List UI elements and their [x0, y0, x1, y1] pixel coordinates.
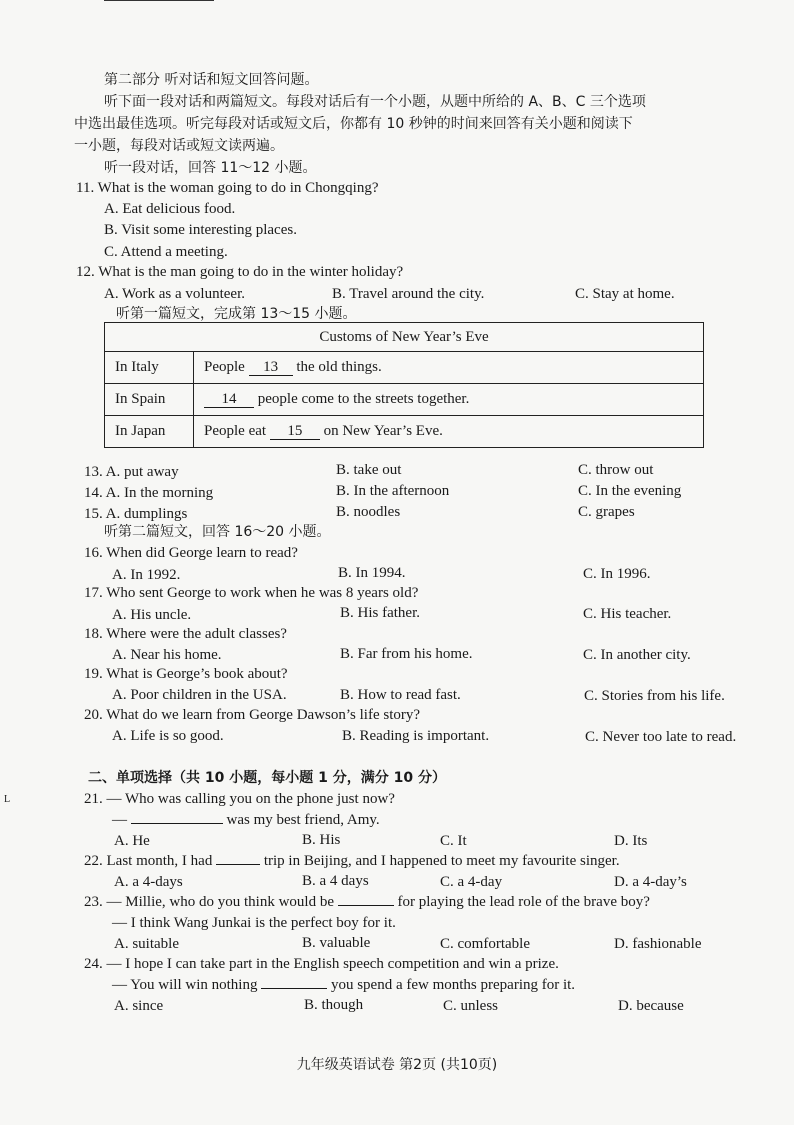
answer-blank[interactable]: 13	[249, 359, 293, 376]
q19-option-c: C. Stories from his life.	[584, 688, 725, 704]
q15-option-c: C. grapes	[578, 504, 635, 520]
q19-stem: 19. What is George’s book about?	[84, 666, 288, 682]
q11-option-a: A. Eat delicious food.	[104, 201, 236, 217]
q24-line2: — You will win nothing you spend a few months preparing for it.	[112, 977, 576, 993]
passage2-intro: 听第二篇短文，回答 16～20 小题。	[104, 524, 331, 540]
q11-stem: 11. What is the woman going to do in Chongqing?	[76, 180, 379, 196]
row-content: 14 people come to the streets together.	[194, 384, 704, 416]
q13-option-c: C. throw out	[578, 462, 654, 478]
q17-option-a: A. His uncle.	[112, 607, 192, 623]
margin-mark: L	[4, 794, 11, 805]
q23-option-a: A. suitable	[114, 936, 179, 952]
q24-line1: 24. — I hope I can take part in the English speech competition and win a prize.	[84, 956, 559, 972]
q20-option-b: B. Reading is important.	[342, 728, 490, 744]
q22-option-c: C. a 4-day	[440, 874, 503, 890]
section2-heading: 二、单项选择（共 10 小题，每小题 1 分，满分 10 分）	[88, 770, 446, 786]
q21-option-b: B. His	[302, 832, 341, 848]
q19-option-b: B. How to read fast.	[340, 687, 461, 703]
answer-blank[interactable]: 15	[270, 423, 320, 440]
q16-stem: 16. When did George learn to read?	[84, 545, 298, 561]
q21-line2: — was my best friend, Amy.	[112, 812, 380, 828]
row-content: People 13 the old things.	[194, 352, 704, 384]
q11-option-c: C. Attend a meeting.	[104, 244, 228, 260]
customs-table	[104, 322, 704, 448]
q14-option-c: C. In the evening	[578, 483, 682, 499]
q20-stem: 20. What do we learn from George Dawson’s life story?	[84, 707, 421, 723]
q14-option-b: B. In the afternoon	[336, 483, 450, 499]
q18-option-b: B. Far from his home.	[340, 646, 473, 662]
q24-option-b: B. though	[304, 997, 364, 1013]
part2-heading: 第二部分 听对话和短文回答问题。	[104, 72, 319, 88]
q22-option-b: B. a 4 days	[302, 873, 369, 889]
q21-option-c: C. It	[440, 833, 467, 849]
q20-option-a: A. Life is so good.	[112, 728, 224, 744]
q15-option-b: B. noodles	[336, 504, 401, 520]
q18-stem: 18. Where were the adult classes?	[84, 626, 287, 642]
row-country: In Japan	[105, 416, 194, 448]
q20-option-c: C. Never too late to read.	[585, 729, 737, 745]
q18-option-a: A. Near his home.	[112, 647, 222, 663]
q24-option-a: A. since	[114, 998, 164, 1014]
q17-stem: 17. Who sent George to work when he was 8 years old?	[84, 585, 419, 601]
q18-option-c: C. In another city.	[583, 647, 691, 663]
q12-stem: 12. What is the man going to do in the winter holiday?	[76, 264, 404, 280]
answer-blank[interactable]: 14	[204, 391, 254, 408]
answer-blank[interactable]	[216, 864, 260, 865]
q17-option-b: B. His father.	[340, 605, 420, 621]
customs-table-title: Customs of New Year’s Eve	[105, 323, 704, 352]
q16-option-a: A. In 1992.	[112, 567, 181, 583]
q12-option-c: C. Stay at home.	[575, 286, 675, 302]
passage1-intro: 听第一篇短文，完成第 13～15 小题。	[116, 306, 357, 322]
top-rule	[104, 0, 214, 1]
q15-option-a: 15. A. dumplings	[84, 506, 188, 522]
q16-option-c: C. In 1996.	[583, 566, 651, 582]
table-row	[105, 416, 704, 448]
q11-option-b: B. Visit some interesting places.	[104, 222, 297, 238]
q24-option-d: D. because	[618, 998, 684, 1014]
answer-blank[interactable]	[338, 905, 394, 906]
row-country: In Spain	[105, 384, 194, 416]
q22-option-a: A. a 4-days	[114, 874, 183, 890]
q22-stem: 22. Last month, I had trip in Beijing, and I happened to meet my favourite singer.	[84, 853, 620, 869]
q23-line2: — I think Wang Junkai is the perfect boy for it.	[112, 915, 396, 931]
q19-option-a: A. Poor children in the USA.	[112, 687, 287, 703]
table-row	[105, 384, 704, 416]
q17-option-c: C. His teacher.	[583, 606, 672, 622]
q24-option-c: C. unless	[443, 998, 499, 1014]
q12-option-a: A. Work as a volunteer.	[104, 286, 245, 302]
q22-option-d: D. a 4-day’s	[614, 874, 687, 890]
row-country: In Italy	[105, 352, 194, 384]
page-footer: 九年级英语试卷 第2页 (共10页)	[296, 1057, 498, 1073]
q23-stem: 23. — Millie, who do you think would be for playing the lead role of the brave boy?	[84, 894, 650, 910]
part2-instruction-2: 中选出最佳选项。听完每段对话或短文后，你都有 10 秒钟的时间来回答有关小题和阅读下	[74, 116, 633, 132]
table-row	[105, 352, 704, 384]
part2-instruction-3: 一小题，每段对话或短文读两遍。	[74, 138, 284, 154]
q14-option-a: 14. A. In the morning	[84, 485, 214, 501]
q13-option-a: 13. A. put away	[84, 464, 179, 480]
q13-option-b: B. take out	[336, 462, 402, 478]
answer-blank[interactable]	[261, 988, 327, 989]
answer-blank[interactable]	[131, 823, 223, 824]
q21-line1: 21. — Who was calling you on the phone just now?	[84, 791, 395, 807]
q16-option-b: B. In 1994.	[338, 565, 406, 581]
part2-instruction-1: 听下面一段对话和两篇短文。每段对话后有一个小题，从题中所给的 A、B、C 三个选项	[104, 94, 646, 110]
q21-option-d: D. Its	[614, 833, 648, 849]
q12-option-b: B. Travel around the city.	[332, 286, 485, 302]
row-content: People eat 15 on New Year’s Eve.	[194, 416, 704, 448]
q21-option-a: A. He	[114, 833, 150, 849]
q23-option-d: D. fashionable	[614, 936, 702, 952]
q23-option-c: C. comfortable	[440, 936, 530, 952]
dialog-intro: 听一段对话，回答 11～12 小题。	[104, 160, 317, 176]
q23-option-b: B. valuable	[302, 935, 371, 951]
